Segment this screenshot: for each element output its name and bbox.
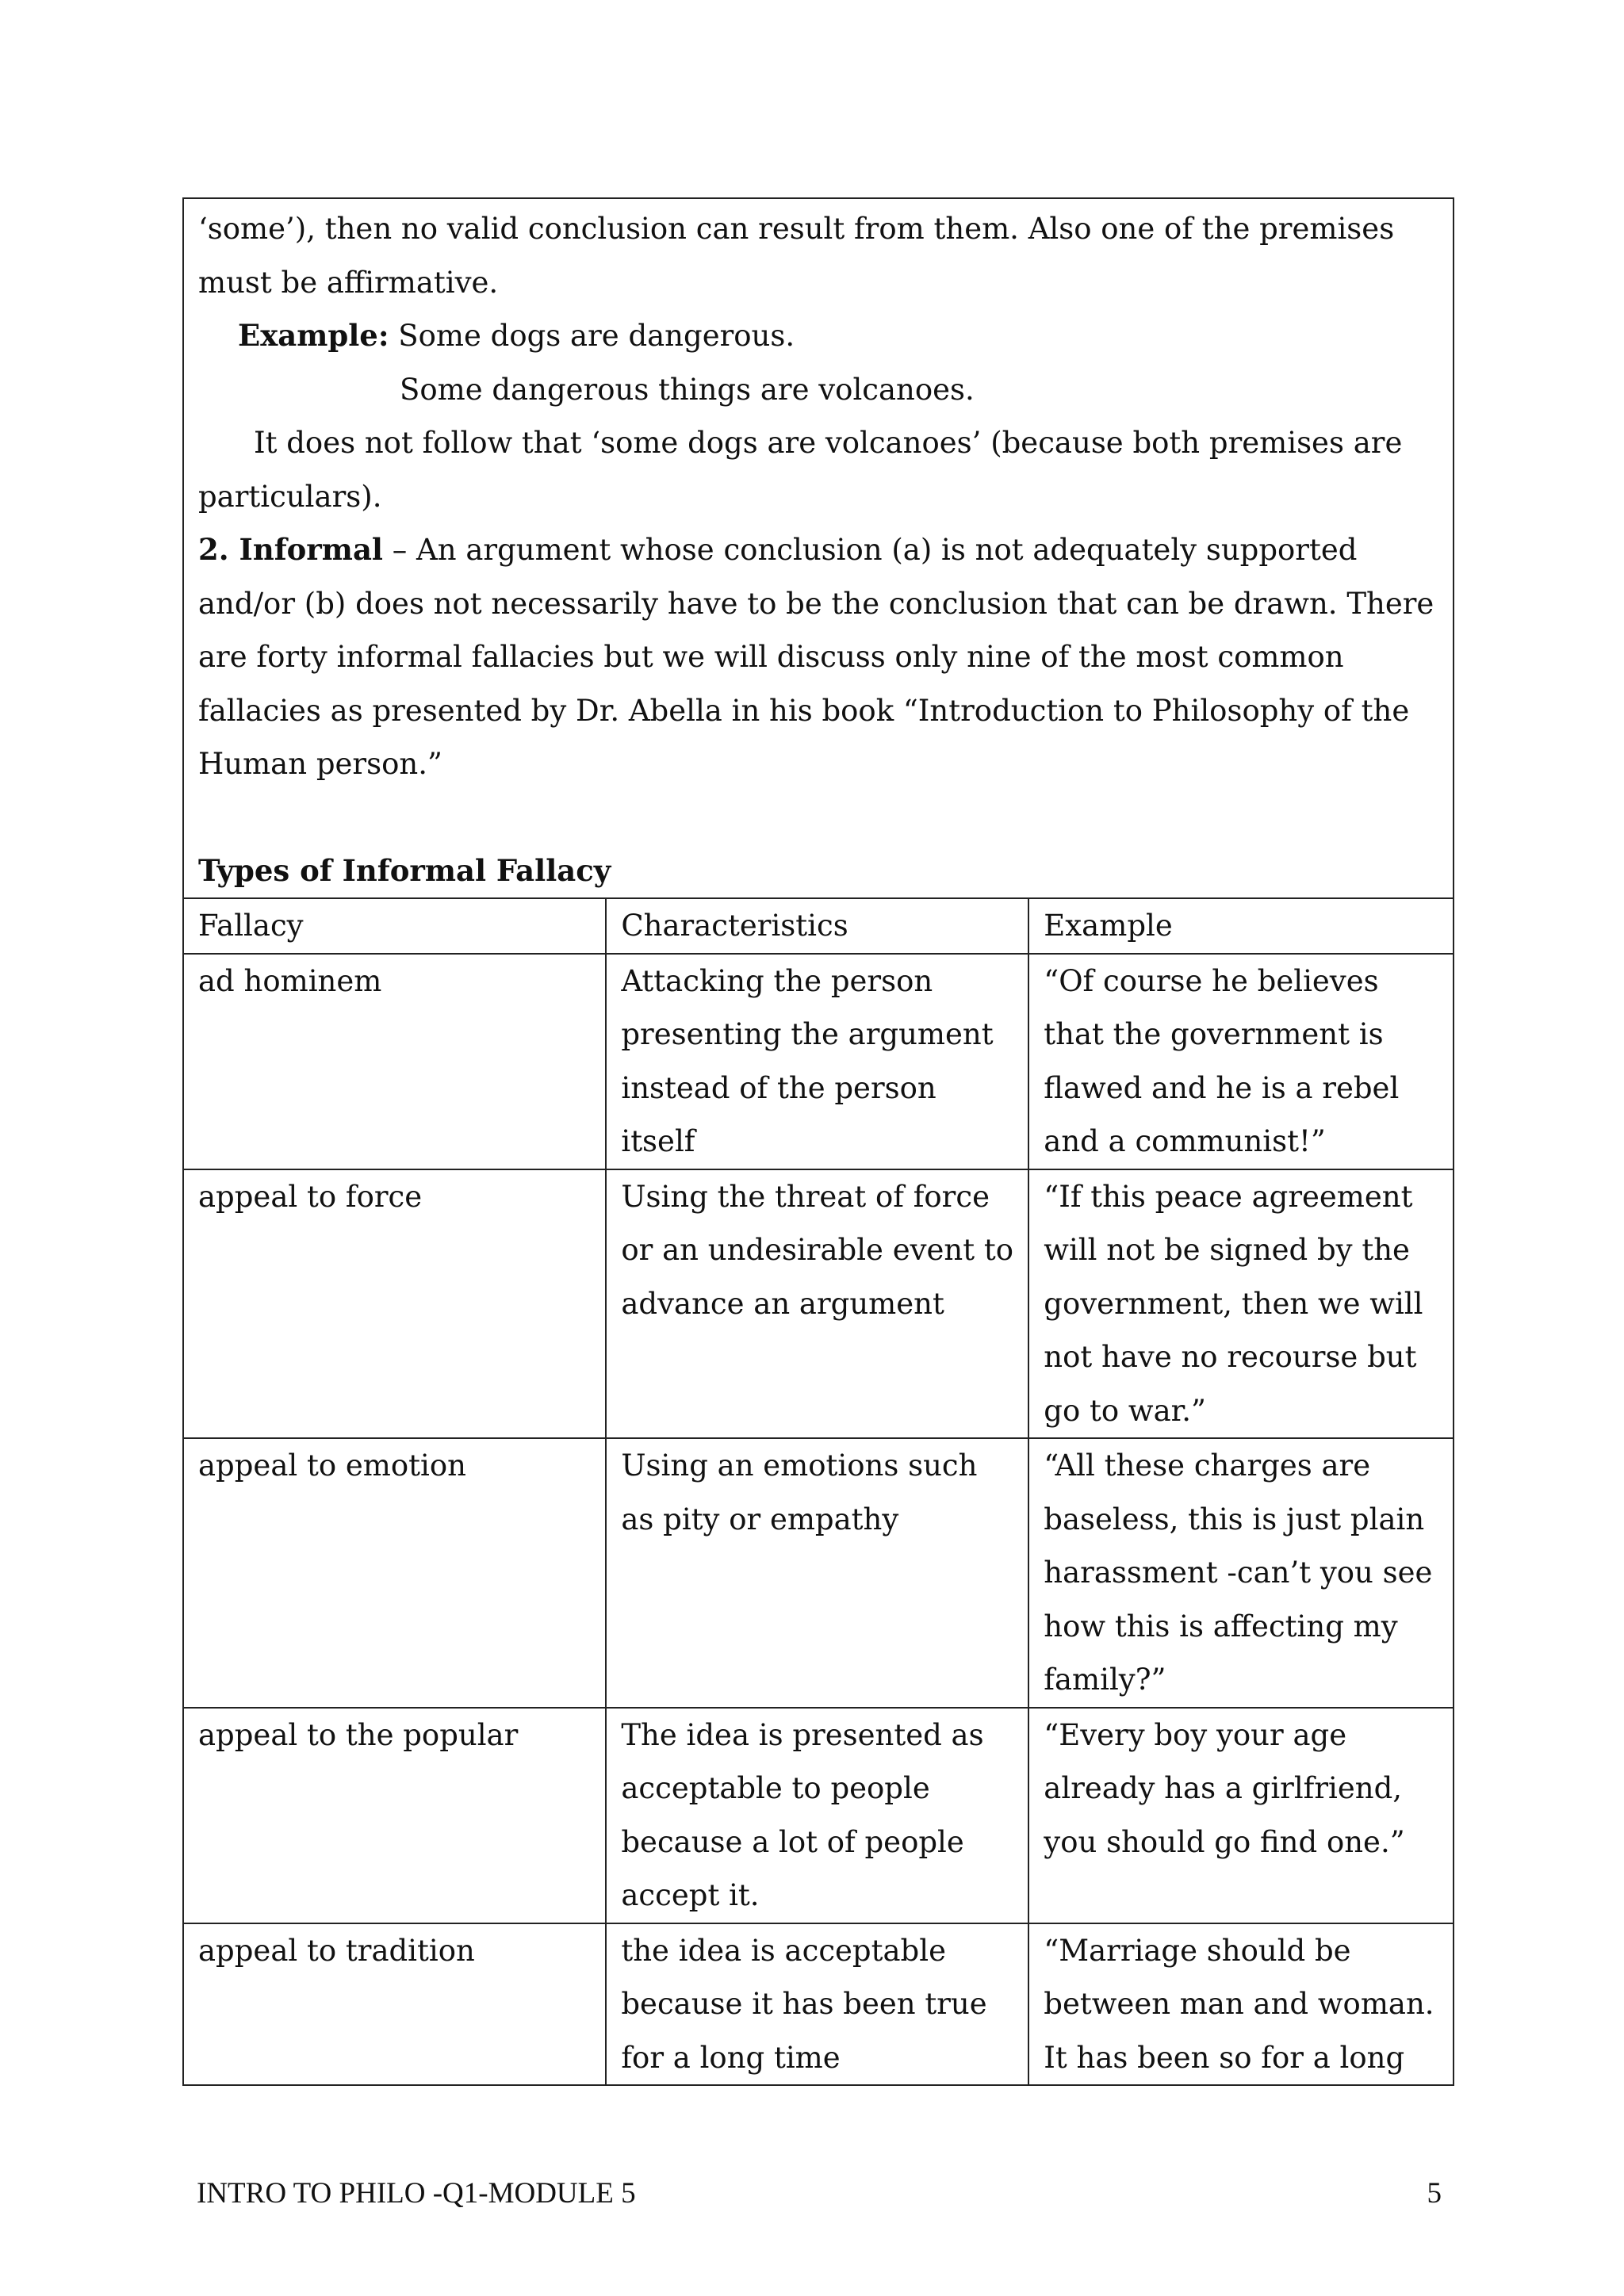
informal-paragraph-line bbox=[198, 523, 1438, 577]
example-line bbox=[198, 309, 1438, 363]
example-cell: “All these charges are baseless, this is just plain harassment -can’t you see how this is affecting my family?” bbox=[1028, 1438, 1453, 1708]
fallacy-cell: appeal to the popular bbox=[184, 1708, 606, 1923]
informal-paragraph-line: Human person.” bbox=[198, 747, 442, 781]
fallacy-cell: appeal to tradition bbox=[184, 1923, 606, 2085]
characteristics-cell: Using the threat of force or an undesirable event to advance an argument bbox=[606, 1169, 1028, 1439]
body-text bbox=[184, 199, 1453, 897]
fallacy-cell: appeal to emotion bbox=[184, 1438, 606, 1708]
table-row bbox=[184, 1438, 1453, 1708]
table-row bbox=[184, 1708, 1453, 1923]
section-heading: Types of Informal Fallacy bbox=[198, 852, 611, 888]
informal-paragraph-line: and/or (b) does not necessarily have to be the conclusion that can be drawn. There bbox=[198, 586, 1434, 621]
example-premise-1: Some dogs are dangerous. bbox=[389, 319, 795, 353]
header-example: Example bbox=[1028, 898, 1453, 954]
example-cell: “Every boy your age already has a girlfriend, you should go find one.” bbox=[1028, 1708, 1453, 1923]
example-cell: “Of course he believes that the government is flawed and he is a rebel and a communist!” bbox=[1028, 954, 1453, 1169]
characteristics-cell: Attacking the person presenting the argument instead of the person itself bbox=[606, 954, 1028, 1169]
table-row bbox=[184, 954, 1453, 1169]
fallacy-cell: appeal to force bbox=[184, 1169, 606, 1439]
characteristics-cell: The idea is presented as acceptable to people because a lot of people accept it. bbox=[606, 1708, 1028, 1923]
informal-paragraph-line: fallacies as presented by Dr. Abella in his book “Introduction to Philosophy of the bbox=[198, 693, 1410, 728]
example-label: Example: bbox=[238, 318, 389, 353]
spacer bbox=[198, 791, 1438, 844]
table-header-row bbox=[184, 898, 1453, 954]
conclusion-line: particulars). bbox=[198, 479, 382, 514]
header-characteristics: Characteristics bbox=[606, 898, 1028, 954]
example-cell: “Marriage should be between man and woman. It has been so for a long bbox=[1028, 1923, 1453, 2085]
informal-text: – An argument whose conclusion (a) is not adequately supported bbox=[382, 533, 1358, 567]
conclusion-line: It does not follow that ‘some dogs are volcanoes’ (because both premises are bbox=[254, 426, 1403, 460]
characteristics-cell: Using an emotions such as pity or empathy bbox=[606, 1438, 1028, 1708]
informal-label: 2. Informal bbox=[198, 532, 383, 567]
page-number: 5 bbox=[1427, 2177, 1442, 2210]
module-label: INTRO TO PHILO -Q1-MODULE 5 bbox=[197, 2177, 636, 2210]
body-line: must be affirmative. bbox=[198, 265, 499, 300]
content-frame bbox=[182, 197, 1454, 2086]
header-fallacy: Fallacy bbox=[184, 898, 606, 954]
table-row bbox=[184, 1923, 1453, 2085]
page-footer bbox=[197, 2176, 1442, 2210]
fallacy-table bbox=[184, 897, 1453, 2084]
characteristics-cell: the idea is acceptable because it has been true for a long time bbox=[606, 1923, 1028, 2085]
table-row bbox=[184, 1169, 1453, 1439]
example-premise-2: Some dangerous things are volcanoes. bbox=[400, 372, 975, 407]
informal-paragraph-line: are forty informal fallacies but we will discuss only nine of the most common bbox=[198, 640, 1344, 674]
body-line: ‘some’), then no valid conclusion can result from them. Also one of the premises bbox=[198, 212, 1395, 246]
example-cell: “If this peace agreement will not be signed by the government, then we will not have no recourse but go to war.” bbox=[1028, 1169, 1453, 1439]
fallacy-cell: ad hominem bbox=[184, 954, 606, 1169]
